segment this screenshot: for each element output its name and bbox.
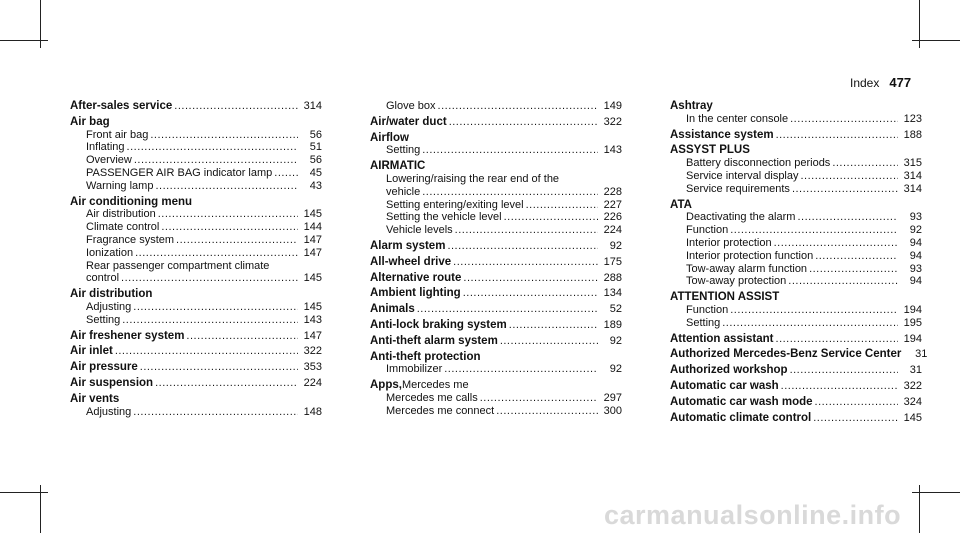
dot-leader (274, 167, 298, 180)
index-entry (670, 100, 922, 126)
page-number: 477 (889, 75, 912, 90)
subentry-page-number: 56 (309, 154, 322, 167)
index-entry (370, 256, 622, 269)
index-entry-heading[interactable] (70, 345, 322, 358)
subentry-page-number: 314 (903, 169, 922, 182)
index-entry (370, 100, 622, 113)
subentry-page-number: 123 (903, 112, 922, 125)
index-subentry[interactable] (370, 405, 622, 418)
index-entry-heading[interactable] (70, 196, 322, 209)
entry-title: Airflow (370, 131, 409, 144)
entry-title: Ambient lighting (370, 287, 461, 300)
index-subentry[interactable] (70, 221, 322, 234)
dot-leader (809, 263, 898, 276)
index-entry (370, 116, 622, 129)
index-entry-heading[interactable] (70, 377, 322, 390)
dot-leader (797, 211, 898, 224)
dot-leader (813, 412, 898, 425)
subentry-text: Front air bag (86, 128, 149, 141)
index-entry-heading[interactable] (670, 129, 922, 142)
index-subentry[interactable] (370, 173, 622, 186)
entry-title: All-wheel drive (370, 255, 452, 268)
dot-leader (174, 100, 298, 113)
entry-page-number: 52 (609, 303, 622, 316)
index-subentry[interactable] (370, 100, 622, 113)
subentry-text: Tow-away alarm function (686, 262, 808, 275)
dot-leader (447, 240, 598, 253)
dot-leader (509, 319, 598, 332)
index-entry-heading[interactable] (70, 330, 322, 343)
subentry-text: Interior protection (686, 236, 772, 249)
subentry-text: Glove box (386, 100, 436, 112)
index-column-1 (70, 100, 322, 421)
subentry-text: Setting (686, 316, 721, 329)
entry-page-number: 145 (903, 411, 922, 424)
index-subentry[interactable] (70, 272, 322, 285)
entry-page-number: 322 (303, 345, 322, 358)
index-entry (370, 287, 622, 300)
crop-mark (912, 492, 960, 493)
subentry-text: Interior protection function (686, 249, 814, 262)
entry-page-number: 92 (609, 334, 622, 347)
index-subentry[interactable] (70, 141, 322, 154)
index-entry (370, 351, 622, 377)
subentry-text: Adjusting (86, 405, 132, 418)
index-entry-heading[interactable] (670, 364, 922, 377)
subentry-text: Tow-away protection (686, 275, 787, 288)
dot-leader (781, 380, 898, 393)
subentry-page-number: 314 (903, 182, 922, 195)
entry-title: Air freshener system (70, 329, 185, 342)
index-subentry[interactable] (670, 211, 922, 224)
index-entry-heading[interactable] (670, 333, 922, 346)
index-subentry[interactable] (370, 211, 622, 224)
index-subentry[interactable] (70, 234, 322, 247)
dot-leader (480, 392, 598, 405)
subentry-text: Climate control (86, 221, 160, 234)
dot-leader (176, 234, 298, 247)
subentry-text: Service requirements (686, 182, 790, 195)
index-subentry[interactable] (670, 304, 922, 317)
dot-leader (449, 116, 598, 129)
dot-leader (774, 237, 898, 250)
index-entry (370, 335, 622, 348)
entry-title: Anti-theft alarm system (370, 334, 498, 347)
subentry-text: Adjusting (86, 300, 132, 313)
dot-leader (422, 144, 598, 157)
dot-leader (832, 157, 898, 170)
subentry-text: Lowering/raising the rear end of the (386, 172, 560, 185)
index-entry-heading[interactable] (370, 287, 622, 300)
entry-page-number: 31 (915, 348, 928, 361)
dot-leader (150, 129, 298, 142)
dot-leader (158, 208, 298, 221)
subentry-page-number: 43 (309, 179, 322, 192)
dot-leader (463, 272, 598, 285)
index-entry-heading[interactable] (370, 272, 622, 285)
subentry-page-number: 94 (909, 275, 922, 288)
dot-leader (121, 272, 298, 285)
entry-title: Air bag (70, 115, 110, 128)
dot-leader (155, 377, 298, 390)
crop-mark (0, 492, 48, 493)
index-subentry[interactable] (70, 247, 322, 260)
dot-leader (133, 406, 298, 419)
subentry-page-number: 93 (909, 211, 922, 224)
entry-title: Air suspension (70, 376, 154, 389)
subentry-page-number: 147 (303, 246, 322, 259)
subentry-page-number: 145 (303, 300, 322, 313)
dot-leader (500, 335, 598, 348)
index-column-3 (670, 100, 928, 427)
dot-leader (155, 180, 298, 193)
entry-title: Authorized Mercedes-Benz Service Center (670, 348, 902, 361)
dot-leader (792, 183, 898, 196)
entry-title: Air pressure (70, 361, 138, 374)
index-entry-heading[interactable] (370, 240, 622, 253)
index-subentry[interactable] (70, 406, 322, 419)
index-entry (70, 330, 322, 343)
subentry-text: Function (686, 303, 729, 316)
dot-leader (526, 199, 598, 212)
subentry-page-number: 300 (603, 404, 622, 417)
entry-title: Authorized workshop (670, 364, 788, 377)
index-entry-heading[interactable] (370, 116, 622, 129)
dot-leader (722, 317, 898, 330)
dot-leader (496, 405, 598, 418)
dot-leader (134, 154, 298, 167)
index-entry (70, 196, 322, 286)
index-subentry[interactable] (370, 363, 622, 376)
subentry-text: In the center console (686, 112, 789, 125)
dot-leader (444, 363, 598, 376)
index-subentry[interactable] (70, 129, 322, 142)
index-entry (370, 319, 622, 332)
dot-leader (127, 141, 298, 154)
subentry-text: Setting entering/exiting level (386, 198, 524, 211)
dot-leader (186, 330, 298, 343)
index-entry (670, 333, 922, 346)
dot-leader (133, 301, 298, 314)
index-entry (70, 377, 322, 390)
entry-page-number: 194 (903, 332, 922, 345)
subentry-page-number: 149 (603, 100, 622, 112)
entry-title: Animals (370, 303, 415, 316)
dot-leader (453, 256, 598, 269)
entry-page-number: 353 (303, 361, 322, 374)
index-subentry[interactable] (370, 186, 622, 199)
entry-page-number: 314 (303, 100, 322, 112)
index-entry-heading[interactable] (370, 132, 622, 145)
subentry-text: control (86, 272, 120, 285)
entry-title: Apps, (370, 379, 402, 392)
entry-page-number: 31 (909, 364, 922, 377)
index-entry-heading[interactable] (670, 291, 922, 304)
subentry-page-number: 228 (603, 185, 622, 198)
subentry-page-number: 195 (903, 316, 922, 329)
index-entry (70, 361, 322, 374)
subentry-text: Ionization (86, 246, 134, 259)
subentry-text: Vehicle levels (386, 224, 453, 237)
subentry-text: Deactivating the alarm (686, 211, 796, 224)
entry-page-number: 224 (303, 376, 322, 389)
subentry-text: Setting the vehicle level (386, 211, 502, 224)
entry-page-number: 288 (603, 271, 622, 284)
index-entry-heading[interactable] (670, 144, 922, 157)
dot-leader (801, 170, 899, 183)
entry-title: Air conditioning menu (70, 195, 193, 208)
entry-title: Air inlet (70, 345, 113, 358)
subentry-text: Fragrance system (86, 233, 175, 246)
entry-title: Attention assistant (670, 332, 774, 345)
index-entry (370, 160, 622, 237)
subentry-text: PASSENGER AIR BAG indicator lamp (86, 166, 273, 179)
index-entry-heading[interactable] (370, 335, 622, 348)
index-subentry[interactable] (370, 392, 622, 405)
entry-title: Automatic car wash (670, 379, 779, 392)
entry-title: ATTENTION ASSIST (670, 291, 780, 304)
subentry-page-number: 145 (303, 208, 322, 221)
entry-title: Ashtray (670, 100, 713, 112)
index-subentry[interactable] (370, 224, 622, 237)
dot-leader (122, 314, 298, 327)
subentry-text: Air distribution (86, 208, 156, 221)
index-entry-heading[interactable] (370, 256, 622, 269)
dot-leader (161, 221, 298, 234)
index-entry (70, 393, 322, 419)
index-entry (370, 240, 622, 253)
entry-page-number: 188 (903, 128, 922, 141)
subentry-page-number: 56 (309, 128, 322, 141)
subentry-page-number: 297 (603, 391, 622, 404)
entry-page-number: 324 (903, 395, 922, 408)
index-subentry[interactable] (670, 183, 922, 196)
index-column-2 (370, 100, 622, 421)
index-entry (670, 129, 922, 142)
subentry-page-number: 143 (603, 144, 622, 157)
subentry-text: Setting (386, 144, 421, 157)
subentry-text: Setting (86, 313, 121, 326)
entry-page-number: 134 (603, 287, 622, 300)
index-entry-heading[interactable] (70, 116, 322, 129)
subentry-page-number: 92 (609, 363, 622, 376)
index-subentry[interactable] (670, 237, 922, 250)
index-subentry[interactable] (670, 275, 922, 288)
index-subentry[interactable] (70, 154, 322, 167)
subentry-page-number: 51 (309, 141, 322, 154)
subentry-page-number: 226 (603, 211, 622, 224)
index-entry-heading[interactable] (370, 379, 622, 392)
dot-leader (730, 224, 898, 237)
dot-leader (730, 304, 898, 317)
subentry-page-number: 224 (603, 224, 622, 237)
dot-leader (135, 247, 298, 260)
index-entry-heading[interactable] (670, 380, 922, 393)
entry-title: Automatic car wash mode (670, 395, 813, 408)
index-entry (670, 364, 922, 377)
entry-title: Anti-theft protection (370, 350, 481, 363)
subentry-page-number: 45 (309, 166, 322, 179)
index-entry (370, 132, 622, 158)
index-entry-heading[interactable] (370, 351, 622, 364)
index-subentry[interactable] (70, 180, 322, 193)
subentry-page-number: 94 (909, 249, 922, 262)
entry-page-number: 189 (603, 318, 622, 331)
index-subentry[interactable] (70, 301, 322, 314)
subentry-text: Inflating (86, 141, 125, 154)
entry-title: Air distribution (70, 288, 153, 301)
dot-leader (438, 100, 598, 113)
index-entry (70, 288, 322, 326)
subentry-page-number: 144 (303, 221, 322, 234)
dot-leader (815, 396, 898, 409)
page-header (850, 75, 934, 89)
index-entry (670, 396, 922, 409)
index-entry-heading[interactable] (70, 100, 322, 113)
index-entry (370, 379, 622, 417)
subentry-text: Mercedes me calls (386, 391, 478, 404)
dot-leader (504, 211, 598, 224)
index-subentry[interactable] (70, 167, 322, 180)
dot-leader (422, 186, 598, 199)
index-subentry[interactable] (70, 260, 322, 273)
entry-title: Assistance system (670, 128, 774, 141)
index-subentry[interactable] (670, 250, 922, 263)
subentry-page-number: 147 (303, 233, 322, 246)
index-subentry[interactable] (670, 113, 922, 126)
index-entry-heading[interactable] (70, 288, 322, 301)
subentry-page-number: 93 (909, 262, 922, 275)
index-subentry[interactable] (670, 317, 922, 330)
entry-page-number: 92 (609, 239, 622, 252)
entry-title: After-sales service (70, 100, 173, 112)
entry-title: Air vents (70, 392, 120, 405)
subentry-text: Battery disconnection periods (686, 157, 831, 170)
entry-suffix: Mercedes me (401, 379, 469, 392)
entry-title: Automatic climate control (670, 411, 812, 424)
dot-leader (140, 361, 298, 374)
subentry-page-number: 92 (909, 224, 922, 237)
crop-mark (912, 40, 960, 41)
dot-leader (776, 129, 898, 142)
index-entry-heading[interactable] (370, 303, 622, 316)
index-entry-heading[interactable] (670, 100, 922, 113)
subentry-text: Immobilizer (386, 363, 443, 376)
index-entry-heading[interactable] (370, 160, 622, 173)
dot-leader (417, 303, 598, 316)
index-entry (670, 199, 922, 289)
subentry-page-number: 315 (903, 157, 922, 170)
index-entry (670, 348, 928, 361)
entry-page-number: 147 (303, 329, 322, 342)
index-subentry[interactable] (370, 144, 622, 157)
entry-page-number: 322 (903, 379, 922, 392)
subentry-text: Rear passenger compartment climate (86, 259, 270, 272)
subentry-text: Warning lamp (86, 179, 154, 192)
dot-leader (790, 113, 898, 126)
index-subentry[interactable] (670, 263, 922, 276)
index-entry-heading[interactable] (70, 361, 322, 374)
entry-title: ATA (670, 198, 692, 211)
subentry-text: Mercedes me connect (386, 404, 495, 417)
index-entry (70, 345, 322, 358)
entry-title: Anti-lock braking system (370, 318, 507, 331)
subentry-page-number: 94 (909, 236, 922, 249)
index-subentry[interactable] (670, 170, 922, 183)
dot-leader (790, 364, 898, 377)
subentry-text: Overview (86, 154, 132, 167)
index-subentry[interactable] (370, 199, 622, 212)
subentry-page-number: 227 (603, 198, 622, 211)
subentry-text: Service interval display (686, 169, 799, 182)
entry-title: Alternative route (370, 271, 462, 284)
index-entry (70, 100, 322, 113)
index-entry-heading[interactable] (370, 319, 622, 332)
dot-leader (815, 250, 898, 263)
index-subentry[interactable] (70, 314, 322, 327)
index-subentry[interactable] (670, 157, 922, 170)
watermark: carmanualsonline.info (604, 500, 902, 530)
entry-title: Air/water duct (370, 115, 447, 128)
entry-title: AIRMATIC (370, 160, 426, 173)
index-entry (670, 380, 922, 393)
index-entry-heading[interactable] (670, 412, 922, 425)
index-entry-heading[interactable] (670, 348, 928, 361)
index-entry (370, 272, 622, 285)
entry-page-number: 175 (603, 255, 622, 268)
index-entry (670, 412, 922, 425)
dot-leader (776, 333, 898, 346)
entry-title: ASSYST PLUS (670, 144, 750, 157)
dot-leader (463, 287, 598, 300)
index-subentry[interactable] (670, 224, 922, 237)
subentry-text: vehicle (386, 185, 421, 198)
index-entry-heading[interactable] (670, 199, 922, 212)
index-entry (370, 303, 622, 316)
entry-page-number: 322 (603, 115, 622, 128)
dot-leader (455, 224, 598, 237)
index-entry-heading[interactable] (70, 393, 322, 406)
entry-title: Alarm system (370, 239, 446, 252)
index-entry-heading[interactable] (670, 396, 922, 409)
section-title: Index (850, 76, 880, 90)
dot-leader (788, 275, 898, 288)
index-entry (670, 144, 922, 195)
index-entry (670, 291, 922, 329)
subentry-page-number: 145 (303, 272, 322, 285)
subentry-page-number: 143 (303, 313, 322, 326)
subentry-page-number: 194 (903, 303, 922, 316)
index-subentry[interactable] (70, 208, 322, 221)
index-entry (70, 116, 322, 193)
dot-leader (115, 345, 298, 358)
subentry-text: Function (686, 224, 729, 237)
subentry-page-number: 148 (303, 405, 322, 418)
crop-mark (0, 40, 48, 41)
